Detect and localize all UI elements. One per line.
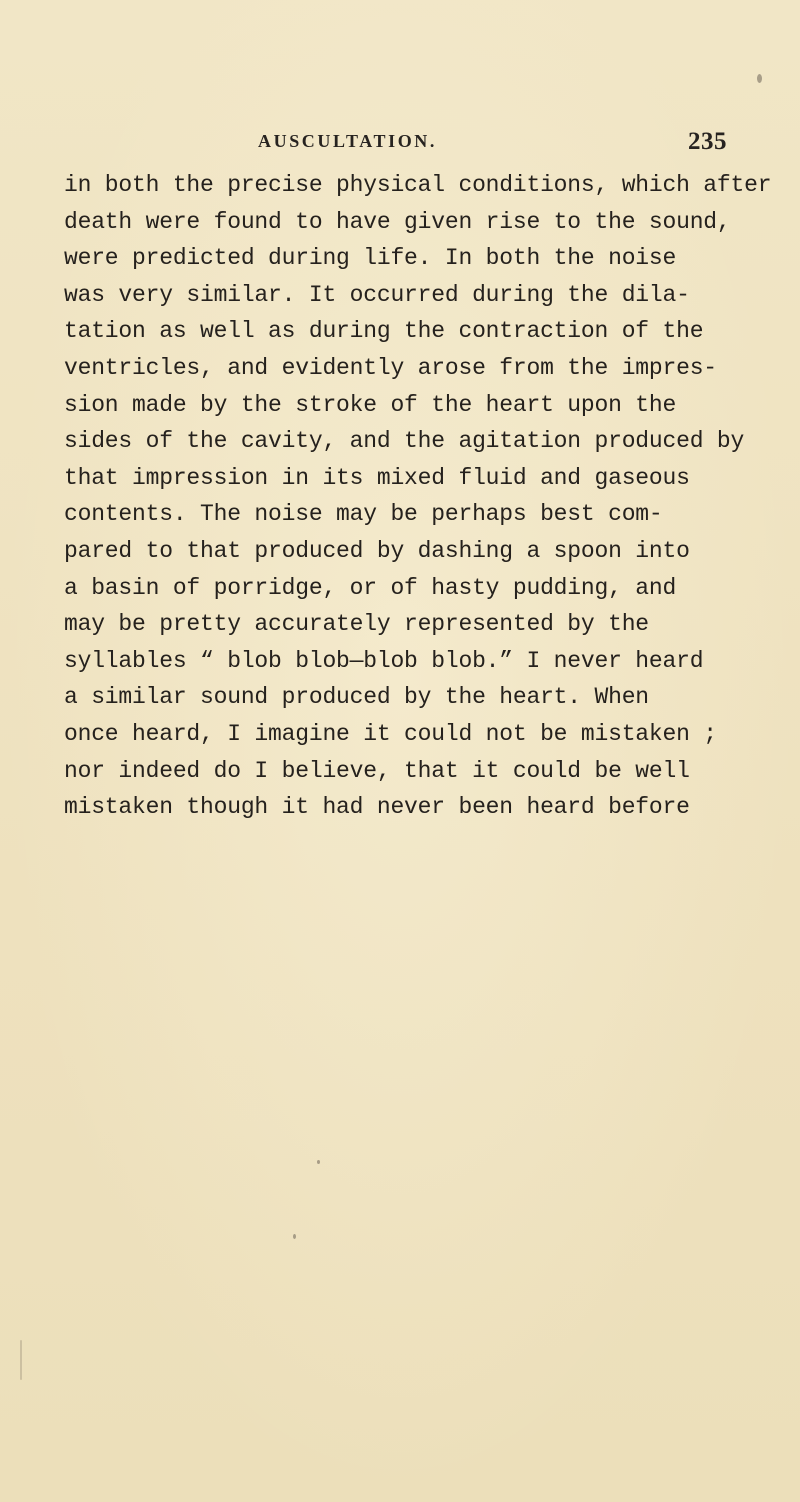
text-line: sides of the cavity, and the agitation produced by — [64, 428, 745, 455]
text-line: nor indeed do I believe, that it could be well — [64, 757, 690, 784]
paper-speck — [757, 74, 762, 83]
text-line: a similar sound produced by the heart. When — [64, 684, 649, 711]
text-line: tation as well as during the contraction of the — [64, 318, 704, 345]
text-line: once heard, I imagine it could not be mistaken ; — [64, 720, 717, 747]
text-line: was very similar. It occurred during the dila- — [64, 281, 690, 308]
text-line: may be pretty accurately represented by the — [64, 611, 649, 638]
paper-speck — [293, 1234, 296, 1239]
text-line: sion made by the stroke of the heart upon the — [64, 391, 677, 418]
text-line: that impression in its mixed fluid and gaseous — [64, 464, 690, 491]
text-line: syllables “ blob blob—blob blob.” I never heard — [64, 647, 704, 674]
paper-speck — [317, 1160, 320, 1164]
text-line: were predicted during life. In both the noise — [64, 245, 677, 272]
page-number: 235 — [688, 128, 727, 155]
text-line: ventricles, and evidently arose from the impres- — [64, 354, 717, 381]
body-paragraph — [64, 167, 772, 826]
text-line: mistaken though it had never been heard before — [64, 794, 690, 821]
text-line: contents. The noise may be perhaps best com- — [64, 501, 663, 528]
running-head — [0, 128, 800, 158]
paper-speck — [20, 1340, 22, 1380]
text-line: a basin of porridge, or of hasty pudding, and — [64, 574, 677, 601]
chapter-title: AUSCULTATION. — [258, 131, 438, 151]
text-line: death were found to have given rise to the sound, — [64, 208, 731, 235]
text-line: pared to that produced by dashing a spoon into — [64, 537, 690, 564]
text-line: in both the precise physical conditions, which after — [64, 172, 772, 198]
